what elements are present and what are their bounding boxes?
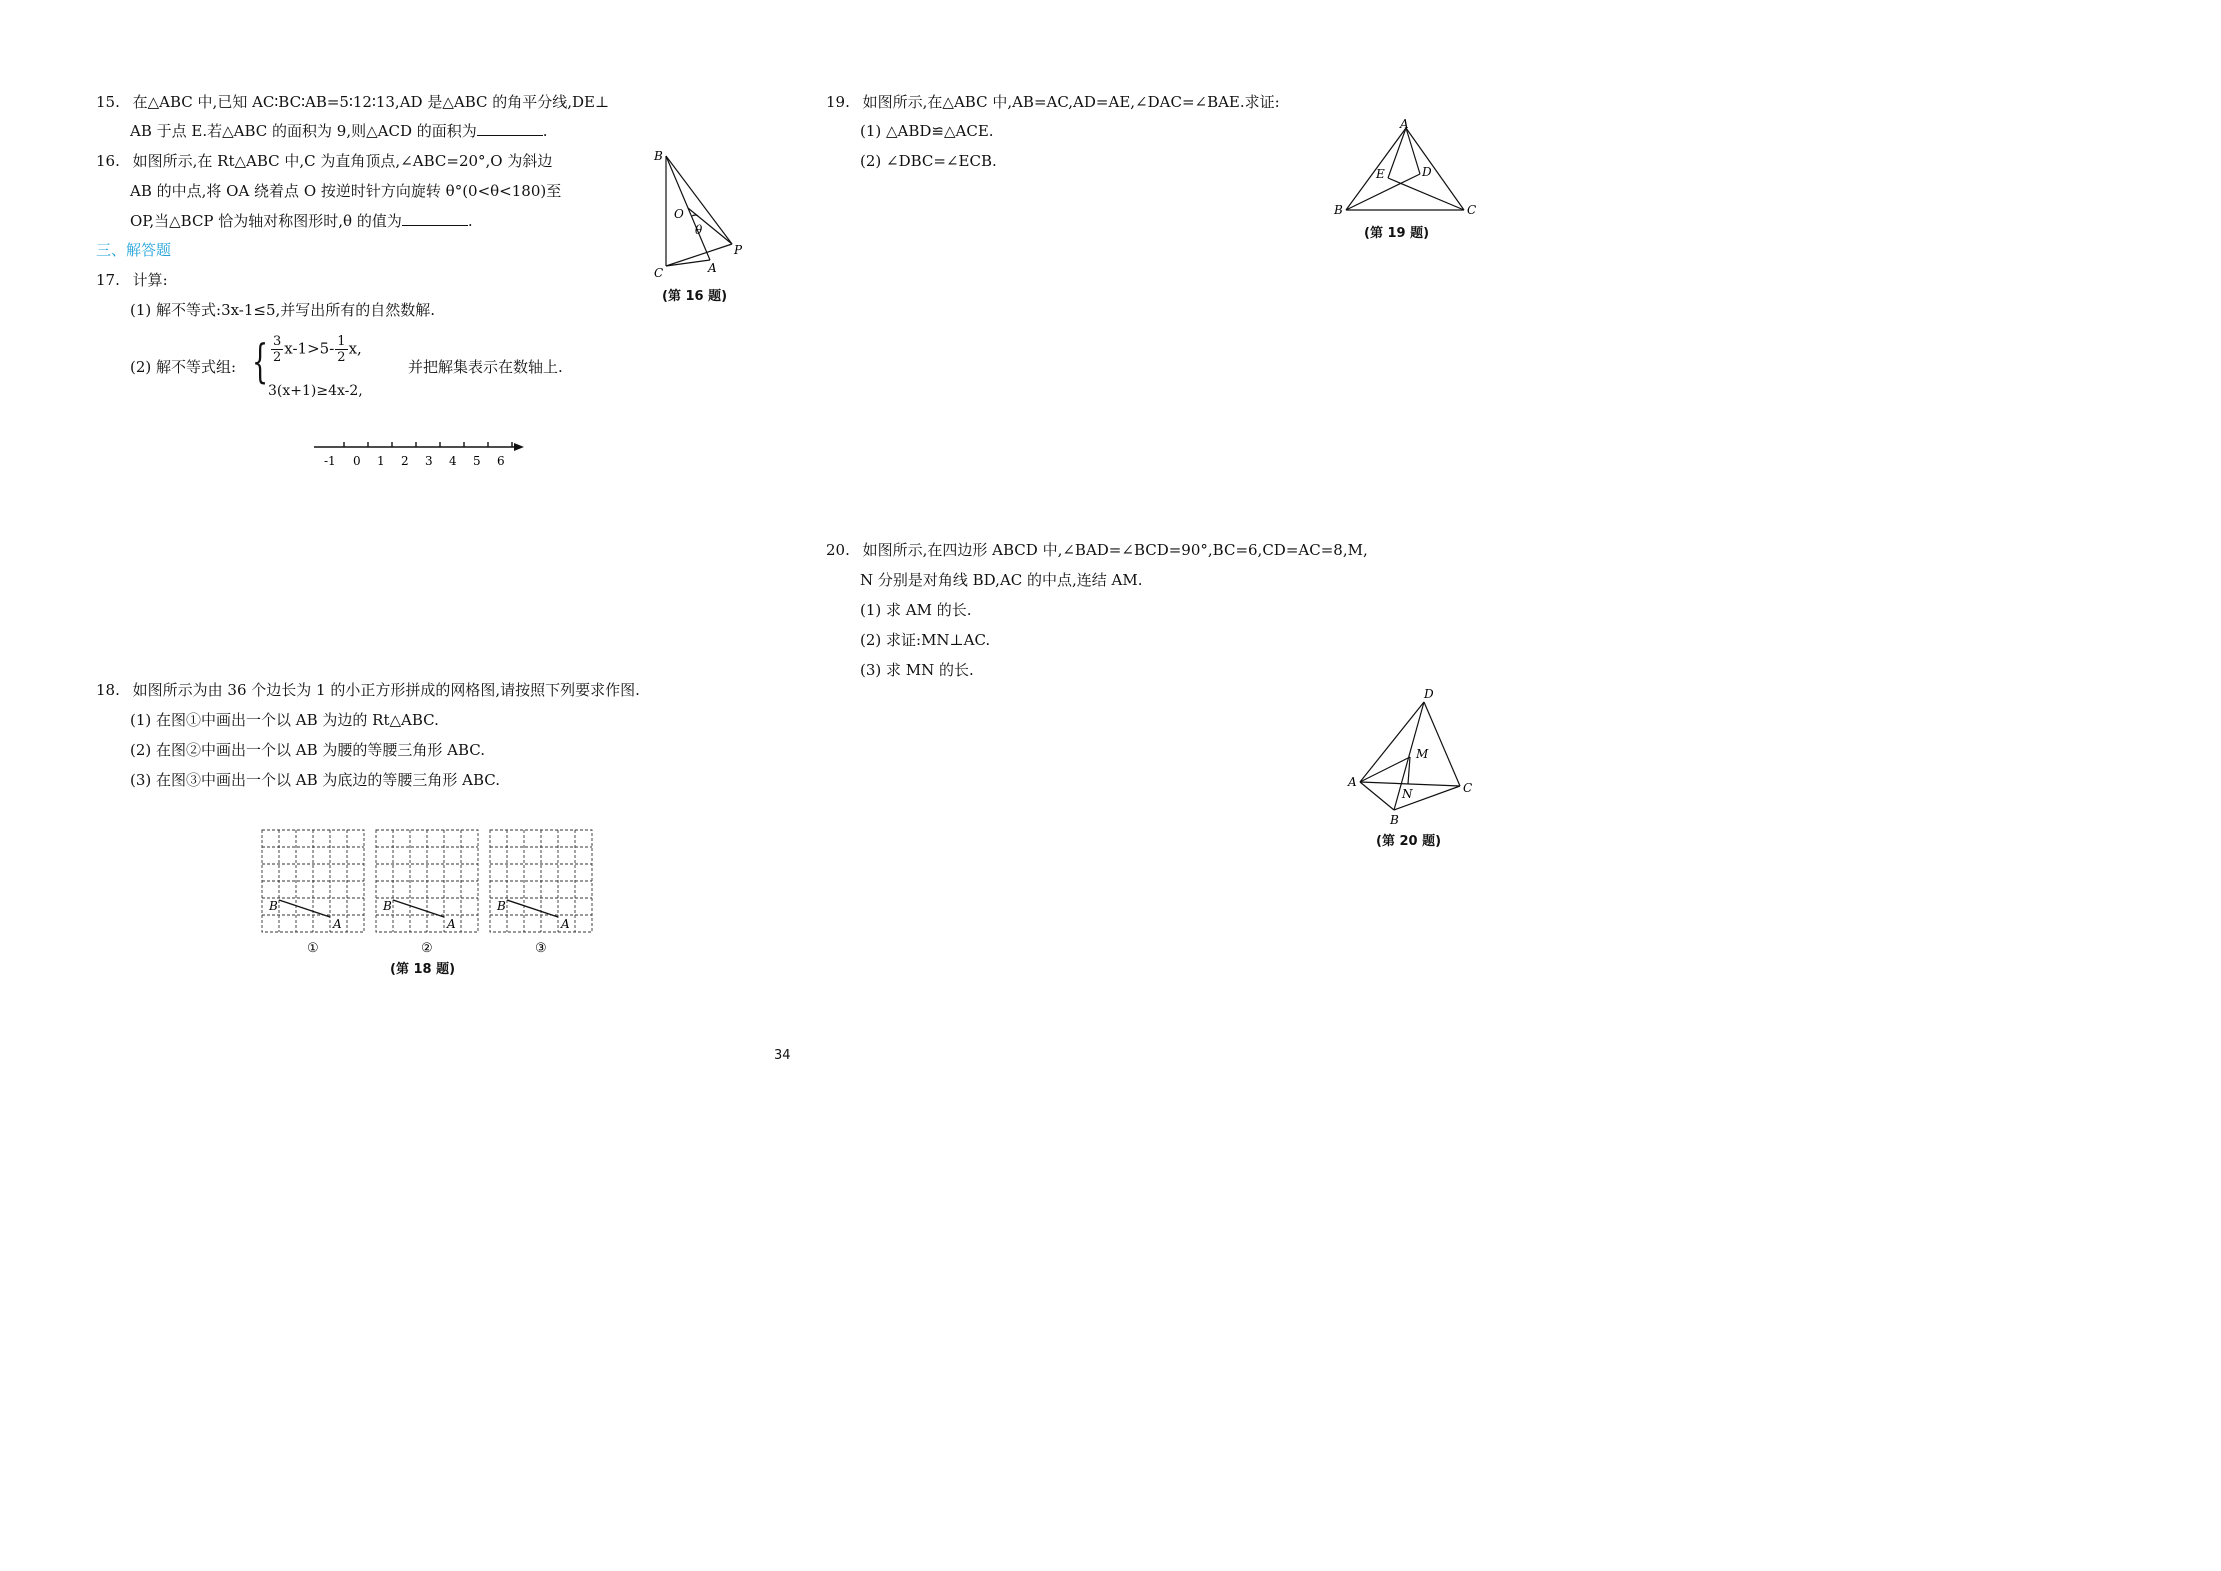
- grid-3-caption: ③: [535, 941, 547, 956]
- q20-part3: (3) 求 MN 的长.: [860, 661, 974, 679]
- q19-label-b: B: [1334, 203, 1343, 217]
- q16-text-line3: OP,当△BCP 恰为轴对称图形时,θ 的值为: [130, 212, 402, 230]
- q15-text-line2: AB 于点 E.若△ABC 的面积为 9,则△ACD 的面积为: [130, 122, 477, 140]
- q18-part2: (2) 在图②中画出一个以 AB 为腰的等腰三角形 ABC.: [130, 741, 486, 759]
- q15-line2-period: .: [542, 122, 548, 140]
- tick-label: -1: [324, 454, 336, 468]
- q20-label-m: M: [1416, 747, 1429, 761]
- q15-number: 15.: [96, 93, 120, 111]
- grid-2-caption: ②: [421, 941, 433, 956]
- q17-frac2-den: 2: [337, 350, 346, 365]
- grid-2-label-a: A: [447, 917, 456, 931]
- q17-title: 计算:: [132, 271, 168, 289]
- q16-label-o: O: [674, 207, 684, 221]
- q17-frac2: [335, 334, 347, 365]
- grid-1: [262, 830, 364, 932]
- q15-answer-blank[interactable]: [477, 121, 543, 136]
- q19-text-line1: 如图所示,在△ABC 中,AB=AC,AD=AE,∠DAC=∠BAE.求证:: [862, 93, 1280, 111]
- q16-text-line2: AB 的中点,将 OA 绕着点 O 按逆时针方向旋转 θ°(0<θ<180)至: [130, 182, 562, 200]
- q16-caption: (第 16 题): [662, 289, 728, 304]
- q16-label-c: C: [654, 266, 664, 280]
- grid-3-label-a: A: [561, 917, 570, 931]
- q15-line2: [130, 121, 548, 141]
- q16-answer-blank[interactable]: [402, 211, 468, 226]
- q20-part1: (1) 求 AM 的长.: [860, 601, 972, 619]
- q17-frac1-num: 3: [273, 334, 282, 349]
- q18-grids: [260, 828, 600, 958]
- q16-text-line1: 如图所示,在 Rt△ABC 中,C 为直角顶点,∠ABC=20°,O 为斜边: [132, 152, 553, 170]
- q17-frac2-num: 1: [337, 334, 346, 349]
- q19-label-a: A: [1400, 117, 1409, 131]
- grid-1-caption: ①: [307, 941, 319, 956]
- section-title: 三、解答题: [96, 241, 172, 259]
- tick-label: 2: [401, 454, 409, 468]
- tick-label: 0: [353, 454, 361, 468]
- q16-label-theta: θ: [695, 223, 703, 237]
- q20-figure: [1340, 684, 1480, 826]
- q17-frac1: [271, 334, 283, 365]
- q20-label-b: B: [1390, 813, 1399, 826]
- q19-label-d: D: [1422, 165, 1432, 179]
- grid-1-label-a: A: [333, 917, 342, 931]
- tick-label: 6: [497, 454, 505, 468]
- q16-label-b: B: [654, 149, 663, 163]
- page-number: 34: [774, 1048, 791, 1063]
- q20-text-line1: 如图所示,在四边形 ABCD 中,∠BAD=∠BCD=90°,BC=6,CD=AC=8,M,: [862, 541, 1368, 559]
- q19-part2: (2) ∠DBC=∠ECB.: [860, 152, 997, 170]
- grid-3: [490, 830, 592, 932]
- q17-part2-prefix: (2) 解不等式组:: [130, 358, 237, 376]
- q16-label-a: A: [708, 261, 717, 275]
- q20-label-n: N: [1402, 787, 1413, 801]
- tick-label: 4: [449, 454, 457, 468]
- q16-number: 16.: [96, 152, 120, 170]
- q17-part1: (1) 解不等式:3x-1≤5,并写出所有的自然数解.: [130, 301, 436, 319]
- q17-eq2: 3(x+1)≥4x-2,: [268, 383, 363, 399]
- q20-caption: (第 20 题): [1376, 834, 1442, 849]
- q16-line3: [130, 211, 473, 231]
- q16-label-p: P: [734, 243, 743, 257]
- q18-part1: (1) 在图①中画出一个以 AB 为边的 Rt△ABC.: [130, 711, 439, 729]
- q19-label-e: E: [1376, 167, 1385, 181]
- q20-text-line2: N 分别是对角线 BD,AC 的中点,连结 AM.: [860, 571, 1143, 589]
- q19-part1: (1) △ABD≌△ACE.: [860, 122, 994, 140]
- q19-line1: [826, 92, 1280, 112]
- tick-label: 5: [473, 454, 481, 468]
- q17-frac1-den: 2: [273, 350, 282, 365]
- q18-number: 18.: [96, 681, 120, 699]
- q17-part2-suffix: 并把解集表示在数轴上.: [408, 358, 563, 376]
- q17-eq1-end: x,: [348, 339, 362, 358]
- q18-line1: [96, 680, 640, 700]
- q19-number: 19.: [826, 93, 850, 111]
- q20-part2: (2) 求证:MN⊥AC.: [860, 631, 991, 649]
- q18-text-line1: 如图所示为由 36 个边长为 1 的小正方形拼成的网格图,请按照下列要求作图.: [132, 681, 640, 699]
- q16-line3-period: .: [467, 212, 473, 230]
- tick-label: 1: [377, 454, 385, 468]
- q19-figure: [1328, 116, 1478, 222]
- q15-text-line1: 在△ABC 中,已知 AC∶BC∶AB=5∶12∶13,AD 是△ABC 的角平分线,DE⊥: [132, 93, 610, 111]
- q20-label-d: D: [1424, 687, 1434, 701]
- q17-line1: [96, 270, 168, 290]
- q18-part3: (3) 在图③中画出一个以 AB 为底边的等腰三角形 ABC.: [130, 771, 501, 789]
- grid-2: [376, 830, 478, 932]
- q16-line1: [96, 151, 552, 171]
- grid-3-label-b: B: [497, 899, 506, 913]
- q16-figure: [648, 148, 748, 288]
- q17-number-line: [310, 438, 530, 470]
- grid-2-label-b: B: [383, 899, 392, 913]
- q17-eq1: [270, 334, 362, 365]
- q17-brace: {: [252, 334, 269, 388]
- q19-label-c: C: [1467, 203, 1477, 217]
- grid-1-label-b: B: [269, 899, 278, 913]
- q17-eq1-mid: x-1>5-: [284, 339, 335, 358]
- q18-caption: (第 18 题): [390, 962, 456, 977]
- q17-number: 17.: [96, 271, 120, 289]
- q20-line1: [826, 540, 1368, 560]
- tick-label: 3: [425, 454, 433, 468]
- q19-caption: (第 19 题): [1364, 226, 1430, 241]
- q20-label-a: A: [1348, 775, 1357, 789]
- q20-label-c: C: [1463, 781, 1473, 795]
- q20-number: 20.: [826, 541, 850, 559]
- q15-line1: [96, 92, 609, 112]
